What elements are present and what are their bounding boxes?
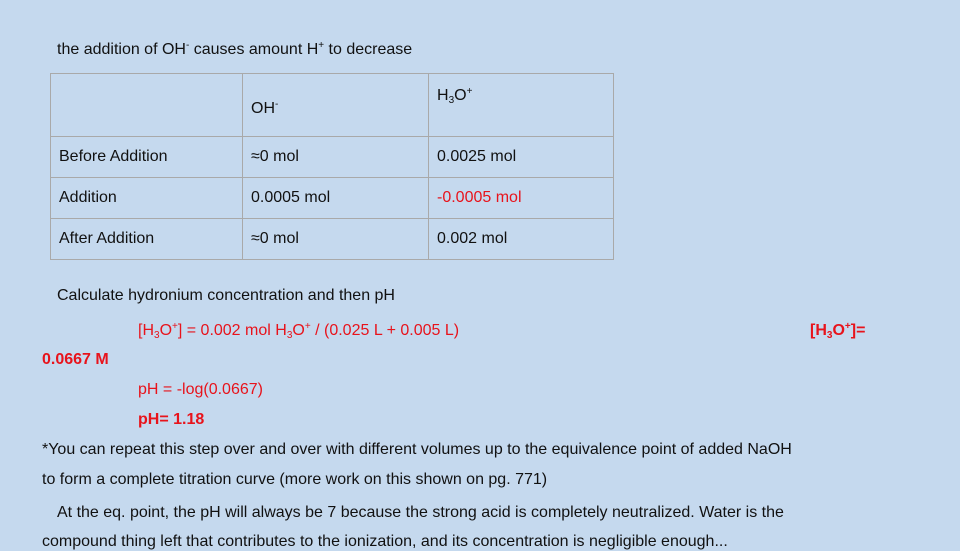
table-header-row (51, 74, 614, 137)
conclusion-line-1: At the eq. point, the pH will always be 7 because the strong acid is completely neutralized. Water is the (57, 504, 784, 521)
table-row (51, 219, 614, 260)
header-cell-h3o: $H_3O^+$ (429, 74, 614, 137)
intro-sup-b: + (318, 40, 325, 51)
hydronium-equation: $[H_3O^+] = 0.002$ mol $H_3O^+ / (0.025$ L + 0.005 L) (138, 321, 460, 341)
intro-text-c: to decrease (324, 41, 413, 58)
ph-equation: pH = -log(0.0667) (138, 381, 263, 398)
note-line-2: to form a complete titration curve (more work on this shown on pg. 771) (42, 471, 548, 488)
row-oh: 0.0005 mol (243, 178, 429, 219)
row-label: After Addition (51, 219, 243, 260)
calc-heading: Calculate hydronium concentration and then pH (57, 287, 395, 304)
header-cell-empty (51, 74, 243, 137)
intro-line (57, 40, 412, 59)
ph-result: pH= 1.18 (138, 411, 205, 428)
note-line-1: *You can repeat this step over and over with different volumes up to the equivalence point of added NaOH (42, 441, 792, 458)
row-h3o: 0.002 mol (429, 219, 614, 260)
row-h3o: -0.0005 mol (429, 178, 614, 219)
table-row (51, 178, 614, 219)
hydronium-result-label: $[H_3O^+]=$ (810, 321, 866, 341)
row-label: Before Addition (51, 137, 243, 178)
row-h3o: 0.0025 mol (429, 137, 614, 178)
row-label: Addition (51, 178, 243, 219)
row-oh: ≈0 mol (243, 137, 429, 178)
intro-sup-a: - (185, 40, 190, 51)
mole-table (50, 73, 614, 260)
table-row (51, 137, 614, 178)
intro-text-b: causes amount H (189, 41, 319, 58)
intro-text-a: the addition of OH (57, 41, 186, 58)
row-oh: ≈0 mol (243, 219, 429, 260)
conclusion-line-2: compound thing left that contributes to the ionization, and its concentration is negligible enough... (42, 533, 728, 550)
header-cell-oh: OH- (243, 74, 429, 137)
hydronium-result-value: 0.0667 M (42, 351, 109, 368)
